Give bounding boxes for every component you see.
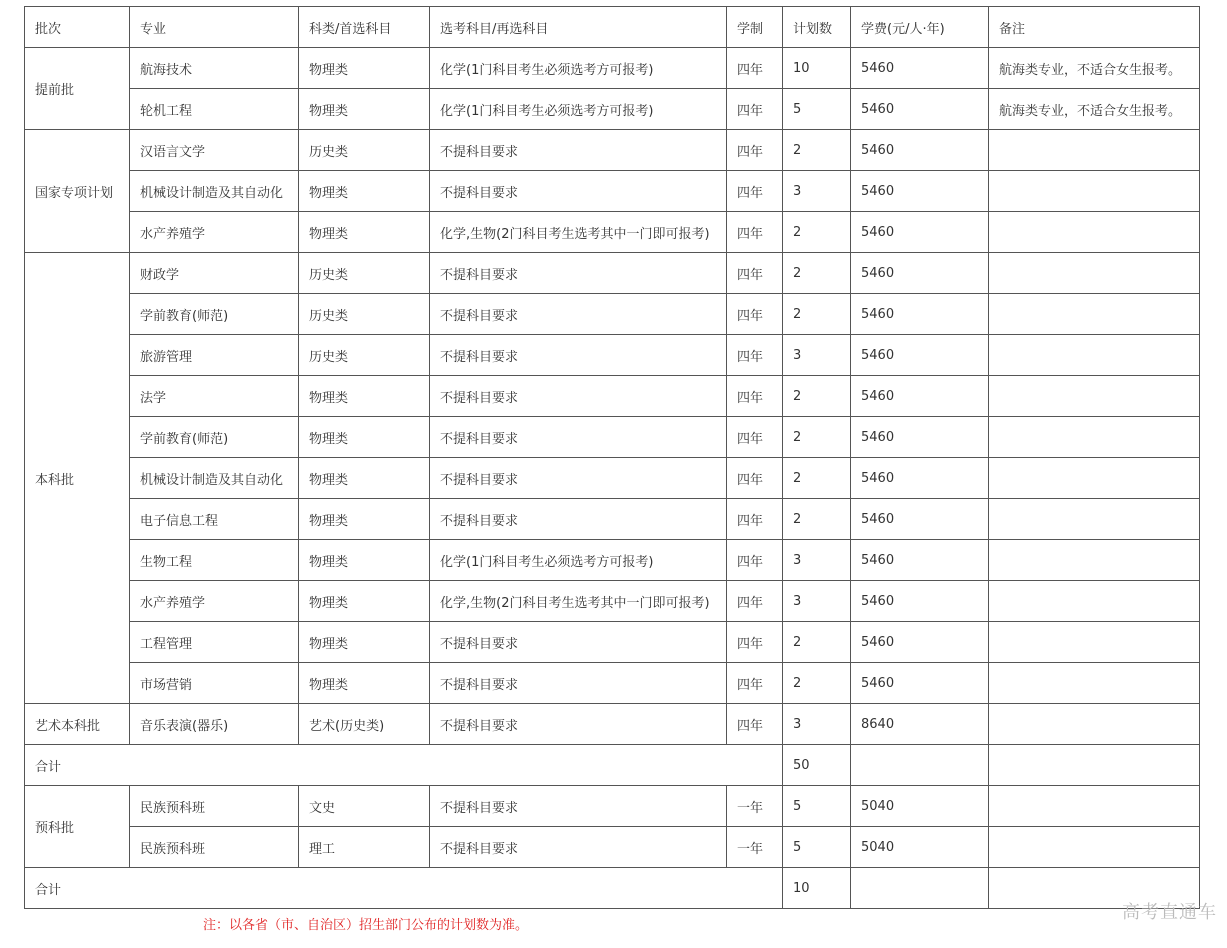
watermark: 高考直通车 (1122, 902, 1217, 923)
table-row (25, 827, 1200, 868)
subjects-cell: 不提科目要求 (430, 827, 727, 868)
note-cell (989, 540, 1200, 581)
plan-cell: 2 (783, 622, 851, 663)
batch-cell: 预科批 (25, 786, 130, 868)
subjects-cell: 不提科目要求 (430, 253, 727, 294)
subjects-cell: 化学(1门科目考生必须选考方可报考) (430, 89, 727, 130)
fee-cell: 5040 (851, 786, 989, 827)
batch-cell: 国家专项计划 (25, 130, 130, 253)
table-row (25, 376, 1200, 417)
plan-cell: 2 (783, 253, 851, 294)
table-row (25, 130, 1200, 171)
major-cell: 法学 (130, 376, 299, 417)
header-cell: 选考科目/再选科目 (430, 7, 727, 48)
category-cell: 物理类 (299, 212, 430, 253)
total-note-cell (989, 745, 1200, 786)
major-cell: 航海技术 (130, 48, 299, 89)
category-cell: 物理类 (299, 499, 430, 540)
fee-cell: 5460 (851, 294, 989, 335)
batch-cell: 艺术本科批 (25, 704, 130, 745)
plan-cell: 3 (783, 171, 851, 212)
total-row (25, 868, 1200, 909)
major-cell: 水产养殖学 (130, 212, 299, 253)
subjects-cell: 不提科目要求 (430, 376, 727, 417)
header-cell: 专业 (130, 7, 299, 48)
duration-cell: 四年 (727, 663, 783, 704)
category-cell: 物理类 (299, 417, 430, 458)
category-cell: 历史类 (299, 294, 430, 335)
total-fee-cell (851, 745, 989, 786)
table-row (25, 294, 1200, 335)
note-cell (989, 458, 1200, 499)
fee-cell: 5460 (851, 171, 989, 212)
subjects-cell: 不提科目要求 (430, 663, 727, 704)
note-cell (989, 253, 1200, 294)
category-cell: 艺术(历史类) (299, 704, 430, 745)
table-row (25, 458, 1200, 499)
duration-cell: 四年 (727, 581, 783, 622)
header-cell: 学费(元/人·年) (851, 7, 989, 48)
duration-cell: 四年 (727, 622, 783, 663)
fee-cell: 5460 (851, 581, 989, 622)
plan-cell: 2 (783, 499, 851, 540)
subjects-cell: 不提科目要求 (430, 294, 727, 335)
category-cell: 物理类 (299, 540, 430, 581)
duration-cell: 四年 (727, 704, 783, 745)
note-cell (989, 171, 1200, 212)
duration-cell: 四年 (727, 48, 783, 89)
table-row (25, 663, 1200, 704)
fee-cell: 5460 (851, 458, 989, 499)
duration-cell: 四年 (727, 212, 783, 253)
duration-cell: 四年 (727, 417, 783, 458)
plan-cell: 5 (783, 89, 851, 130)
subjects-cell: 不提科目要求 (430, 417, 727, 458)
table-row (25, 786, 1200, 827)
subjects-cell: 不提科目要求 (430, 171, 727, 212)
duration-cell: 四年 (727, 499, 783, 540)
total-fee-cell (851, 868, 989, 909)
table-row (25, 171, 1200, 212)
fee-cell: 5460 (851, 540, 989, 581)
category-cell: 文史 (299, 786, 430, 827)
major-cell: 生物工程 (130, 540, 299, 581)
category-cell: 物理类 (299, 48, 430, 89)
major-cell: 财政学 (130, 253, 299, 294)
major-cell: 轮机工程 (130, 89, 299, 130)
plan-cell: 2 (783, 294, 851, 335)
batch-cell: 提前批 (25, 48, 130, 130)
table-row (25, 499, 1200, 540)
category-cell: 历史类 (299, 335, 430, 376)
fee-cell: 5460 (851, 130, 989, 171)
plan-cell: 3 (783, 540, 851, 581)
header-cell: 学制 (727, 7, 783, 48)
note-cell: 航海类专业，不适合女生报考。 (989, 48, 1200, 89)
major-cell: 汉语言文学 (130, 130, 299, 171)
table-row (25, 253, 1200, 294)
subjects-cell: 不提科目要求 (430, 622, 727, 663)
note-cell (989, 417, 1200, 458)
subjects-cell: 不提科目要求 (430, 704, 727, 745)
header-cell: 科类/首选科目 (299, 7, 430, 48)
duration-cell: 一年 (727, 827, 783, 868)
note-cell (989, 622, 1200, 663)
table-row (25, 622, 1200, 663)
category-cell: 物理类 (299, 376, 430, 417)
note-cell (989, 499, 1200, 540)
category-cell: 物理类 (299, 89, 430, 130)
plan-cell: 2 (783, 376, 851, 417)
table-row (25, 335, 1200, 376)
header-cell: 计划数 (783, 7, 851, 48)
note-cell (989, 786, 1200, 827)
plan-cell: 2 (783, 130, 851, 171)
major-cell: 机械设计制造及其自动化 (130, 171, 299, 212)
fee-cell: 5460 (851, 253, 989, 294)
header-row (25, 7, 1200, 48)
plan-cell: 2 (783, 417, 851, 458)
major-cell: 学前教育(师范) (130, 417, 299, 458)
plan-cell: 2 (783, 212, 851, 253)
table-row (25, 89, 1200, 130)
fee-cell: 5460 (851, 622, 989, 663)
subjects-cell: 化学(1门科目考生必须选考方可报考) (430, 540, 727, 581)
total-row (25, 745, 1200, 786)
total-plan-cell: 10 (783, 868, 851, 909)
duration-cell: 四年 (727, 376, 783, 417)
major-cell: 民族预科班 (130, 827, 299, 868)
batch-cell: 本科批 (25, 253, 130, 704)
duration-cell: 四年 (727, 130, 783, 171)
duration-cell: 四年 (727, 540, 783, 581)
category-cell: 历史类 (299, 253, 430, 294)
table-row (25, 212, 1200, 253)
note-cell (989, 376, 1200, 417)
subjects-cell: 不提科目要求 (430, 335, 727, 376)
fee-cell: 5460 (851, 376, 989, 417)
note-cell (989, 335, 1200, 376)
duration-cell: 四年 (727, 458, 783, 499)
note-cell: 航海类专业，不适合女生报考。 (989, 89, 1200, 130)
fee-cell: 5460 (851, 417, 989, 458)
table-row (25, 540, 1200, 581)
major-cell: 民族预科班 (130, 786, 299, 827)
subjects-cell: 不提科目要求 (430, 499, 727, 540)
table-row (25, 48, 1200, 89)
note-cell (989, 704, 1200, 745)
fee-cell: 5460 (851, 89, 989, 130)
enrollment-plan-table (24, 6, 1200, 909)
category-cell: 物理类 (299, 581, 430, 622)
duration-cell: 四年 (727, 253, 783, 294)
category-cell: 物理类 (299, 622, 430, 663)
table-row (25, 704, 1200, 745)
plan-cell: 5 (783, 827, 851, 868)
plan-cell: 3 (783, 704, 851, 745)
major-cell: 市场营销 (130, 663, 299, 704)
category-cell: 历史类 (299, 130, 430, 171)
category-cell: 物理类 (299, 171, 430, 212)
fee-cell: 5460 (851, 499, 989, 540)
major-cell: 机械设计制造及其自动化 (130, 458, 299, 499)
note-cell (989, 581, 1200, 622)
footnote: 注：以各省（市、自治区）招生部门公布的计划数为准。 (203, 918, 529, 933)
major-cell: 音乐表演(器乐) (130, 704, 299, 745)
fee-cell: 5040 (851, 827, 989, 868)
fee-cell: 5460 (851, 48, 989, 89)
note-cell (989, 294, 1200, 335)
duration-cell: 一年 (727, 786, 783, 827)
major-cell: 学前教育(师范) (130, 294, 299, 335)
subjects-cell: 不提科目要求 (430, 458, 727, 499)
total-label: 合计 (25, 868, 783, 909)
plan-cell: 2 (783, 663, 851, 704)
plan-cell: 2 (783, 458, 851, 499)
duration-cell: 四年 (727, 171, 783, 212)
header-cell: 备注 (989, 7, 1200, 48)
category-cell: 理工 (299, 827, 430, 868)
subjects-cell: 不提科目要求 (430, 130, 727, 171)
note-cell (989, 130, 1200, 171)
subjects-cell: 化学,生物(2门科目考生选考其中一门即可报考) (430, 581, 727, 622)
plan-cell: 3 (783, 581, 851, 622)
table-row (25, 417, 1200, 458)
header-cell: 批次 (25, 7, 130, 48)
duration-cell: 四年 (727, 294, 783, 335)
note-cell (989, 212, 1200, 253)
plan-cell: 5 (783, 786, 851, 827)
major-cell: 旅游管理 (130, 335, 299, 376)
fee-cell: 8640 (851, 704, 989, 745)
total-plan-cell: 50 (783, 745, 851, 786)
plan-cell: 3 (783, 335, 851, 376)
major-cell: 工程管理 (130, 622, 299, 663)
major-cell: 水产养殖学 (130, 581, 299, 622)
category-cell: 物理类 (299, 663, 430, 704)
major-cell: 电子信息工程 (130, 499, 299, 540)
note-cell (989, 663, 1200, 704)
note-cell (989, 827, 1200, 868)
fee-cell: 5460 (851, 212, 989, 253)
table-row (25, 581, 1200, 622)
subjects-cell: 化学,生物(2门科目考生选考其中一门即可报考) (430, 212, 727, 253)
fee-cell: 5460 (851, 335, 989, 376)
plan-cell: 10 (783, 48, 851, 89)
category-cell: 物理类 (299, 458, 430, 499)
subjects-cell: 化学(1门科目考生必须选考方可报考) (430, 48, 727, 89)
duration-cell: 四年 (727, 89, 783, 130)
fee-cell: 5460 (851, 663, 989, 704)
total-label: 合计 (25, 745, 783, 786)
subjects-cell: 不提科目要求 (430, 786, 727, 827)
duration-cell: 四年 (727, 335, 783, 376)
